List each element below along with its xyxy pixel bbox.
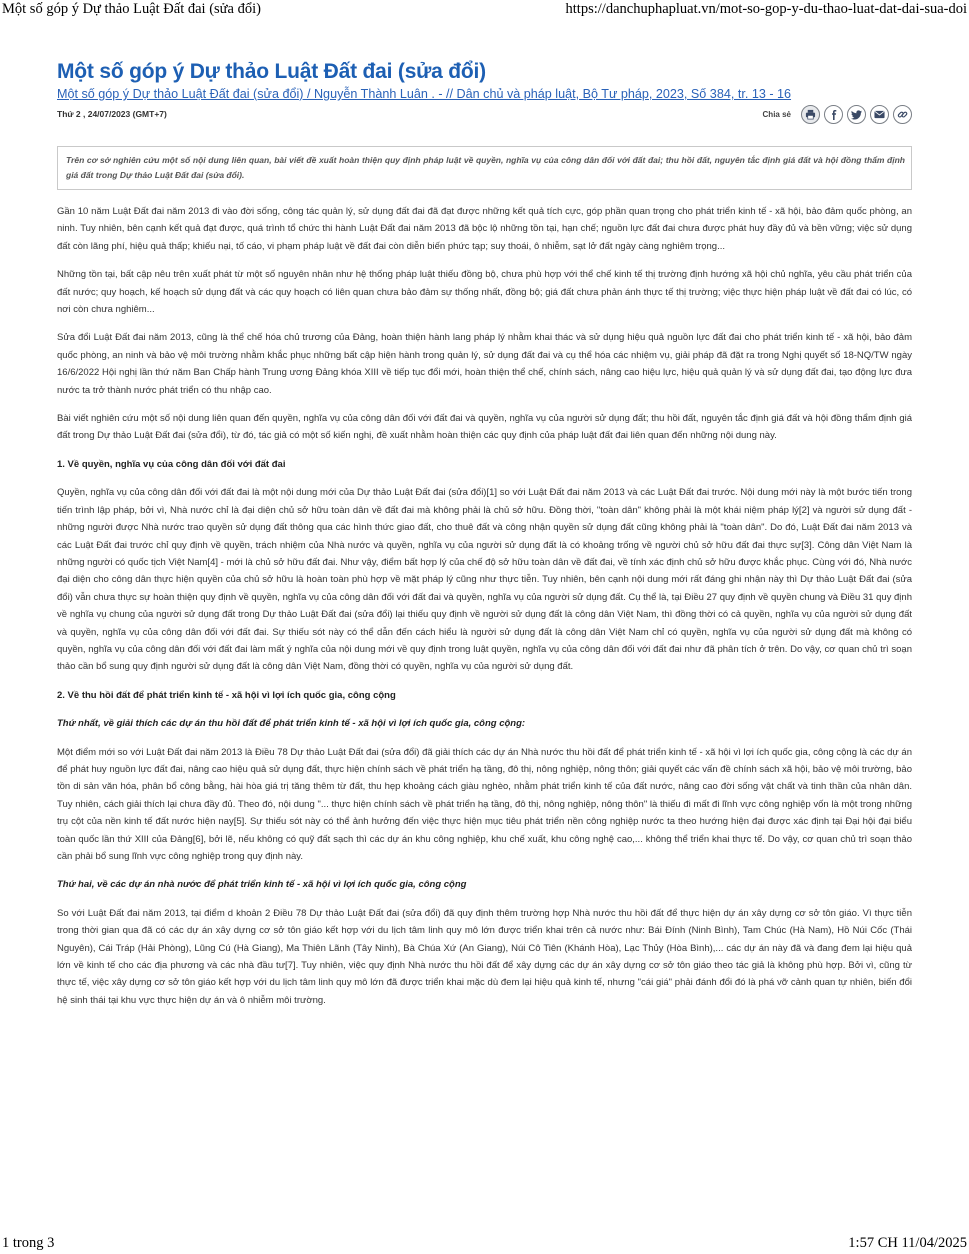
body-paragraph: Gần 10 năm Luật Đất đai năm 2013 đi vào đời sống, công tác quản lý, sử dụng đất đai đã đạt được những kết quả tích cực, góp phần quan trọng cho phát triển kinh tế - xã hội, bảo đảm quốc phòng, an ninh. Tuy nhiên, bên cạnh kết quả đạt được, quá trình tổ chức thi hành Luật Đất đai năm 2013 đã bộc lộ những tồn tại, hạn chế; nguồn lực đất đai chưa được phát huy đầy đủ và bền vững; việc sử dụng đất còn lãng phí, hiệu quả thấp; khiếu nại, tố cáo, vi phạm pháp luật về đất đai còn diễn biến phức tạp; suy thoái, ô nhiễm, sạt lở đất ngày càng nghiêm trọng... <box>57 206 912 252</box>
section-2-subheading-2: Thứ hai, về các dự án nhà nước để phát triển kinh tế - xã hội vì lợi ích quốc gia, công cộng <box>57 879 467 891</box>
body-paragraph: So với Luật Đất đai năm 2013, tại điểm d khoản 2 Điều 78 Dự thảo Luật Đất đai (sửa đổi) đã quy định thêm trường hợp Nhà nước thu hồi đất để thực hiện dự án xây dựng cơ sở tôn giáo. Vì thực tiễn trong thời gian qua đã có các dự án xây dựng cơ sở tôn giáo kết hợp với du lịch tâm linh quy mô lớn được triển khai trên cả nước như: Bái Đính (Ninh Bình), Tam Chúc (Hà Nam), Hồ Núi Cốc (Thái Nguyên), Cái Tráp (Hải Phòng), Lũng Cú (Hà Giang), Ma Thiên Lãnh (Tây Ninh), Bà Chúa Xứ (An Giang), Núi Cô Tiên (Khánh Hòa), Lạc Thủy (Hòa Bình),... các dự án này đã và đang đem lại hiệu quả lớn về kinh tế cho các địa phương và các nhà đầu tư[7]. Tuy nhiên, việc quy định Nhà nước thu hồi đất để xây dựng các dự án xây dựng cơ sở tôn giáo theo tác giả là không phù hợp. Bởi vì, cũng từ thực tế, việc xây dựng cơ sở tôn giáo kết hợp với du lịch tâm linh quy mô lớn đã được triển khai mặc dù đem lại hiệu quả kinh tế, nhưng "cái giá" phải đánh đổi đó là phá vỡ cảnh quan tự nhiên, biến đổi hệ sinh thái tại khu vực thực hiện dự án và ô nhiễm môi trường. <box>57 907 912 1006</box>
body-paragraph: Sửa đổi Luật Đất đai năm 2013, cũng là thể chế hóa chủ trương của Đảng, hoàn thiện hành lang pháp lý nhằm khai thác và sử dụng hiệu quả nguồn lực đất đai cho phát triển kinh tế - xã hội, bảo đảm quốc phòng, an ninh và bảo vệ môi trường nhằm khắc phục những bất cập hiện hành trong quản lý, sử dụng đất đai và cụ thể hóa các nhiệm vụ, giải pháp đã đặt ra trong Nghị quyết số 18-NQ/TW ngày 16/6/2022 Hội nghị lần thứ năm Ban Chấp hành Trung ương Đảng khóa XIII về tiếp tục đổi mới, hoàn thiện thể chế, chính sách, nâng cao hiệu lực, hiệu quả quản lý và sử dụng đất đai, tạo động lực đưa nước ta trở thành nước phát triển có thu nhập cao. <box>57 332 912 396</box>
publish-date: Thứ 2 , 24/07/2023 (GMT+7) <box>57 109 167 119</box>
print-header-title: Một số góp ý Dự thảo Luật Đất đai (sửa đổi) <box>2 1 261 17</box>
meta-row <box>57 103 912 129</box>
facebook-icon[interactable] <box>824 105 843 124</box>
body-paragraph: Một điểm mới so với Luật Đất đai năm 2013 là Điều 78 Dự thảo Luật Đất đai (sửa đổi) đã giải thích các dự án Nhà nước thu hồi đất để phát triển kinh tế - xã hội vì lợi ích quốc gia, công cộng là các dự án để phát huy nguồn lực đất đai, nâng cao hiệu quả sử dụng đất, thực hiện chính sách về phát triển hạ tầng, đô thị, nông nghiệp, nông thôn; giải quyết các vấn đề chính sách xã hội, bảo vệ môi trường, bảo tồn di sản văn hóa, phân bổ công bằng, hài hòa giá trị tăng thêm từ đất, thu hẹp khoảng cách giàu nghèo, nhằm phát triển kinh tế của đất nước, nâng cao đời sống vật chất và tinh thần của nhân dân. Tuy nhiên, cách giải thích lại chưa đầy đủ. Theo đó, nội dung "... thực hiện chính sách về phát triển hạ tầng, đô thị, nông nghiệp, nông thôn" là thiếu đi mất đi lĩnh vực công nghiệp vốn là một trong những trụ cột của nền kinh tế đất nước hiện nay[5]. Sự thiếu sót này có thể ảnh hưởng đến việc thực hiện mục tiêu phát triển nền công nghiệp nước ta theo hướng hiện đại được xác định tại Đại hội đại biểu toàn quốc lần thứ XIII của Đảng[6], bởi lẽ, nếu không có quỹ đất sạch thì các dự án khu công nghiệp, khu chế xuất, khu công nghệ cao,... không thể triển khai thực tế. Do vậy, cơ quan chủ trì soạn thảo cần phải bổ sung lĩnh vực công nghiệp trong quy định này. <box>57 746 912 862</box>
body-paragraph: Những tồn tại, bất cập nêu trên xuất phát từ một số nguyên nhân như hệ thống pháp luật thiếu đồng bộ, chưa phù hợp với thể chế kinh tế thị trường định hướng xã hội chủ nghĩa, yêu cầu phát triển của đất nước; quy hoạch, kế hoạch sử dụng đất và các quy hoạch có liên quan chưa bảo đảm sự thống nhất, đồng bộ; giá đất chưa phản ánh thực tế thị trường; việc thực hiện pháp luật về đất đai có lúc, có nơi còn chưa nghiêm... <box>57 269 912 316</box>
article-title: Một số góp ý Dự thảo Luật Đất đai (sửa đổi) <box>57 60 486 83</box>
section-1-heading: 1. Về quyền, nghĩa vụ của công dân đối với đất đai <box>57 458 286 470</box>
body-paragraph: Quyền, nghĩa vụ của công dân đối với đất đai là một nội dung mới của Dự thảo Luật Đất đai (sửa đổi)[1] so với Luật Đất đai năm 2013 và các Luật Đất đai trước. Nội dung mới này là một bước tiến trong tiến trình lập pháp, bởi vì, Nhà nước chỉ là đại diện chủ sở hữu toàn dân về đất đai mà không phải là chủ sở hữu. Đồng thời, "toàn dân" không phải là một khái niệm pháp lý[2] và người sử dụng đất - những người được Nhà nước trao quyền sử dụng đất thông qua các hình thức giao đất, cho thuê đất và công nhận quyền sử dụng đất cũng không phải là "toàn dân". Do đó, Luật Đất đai năm 2013 và các Luật Đất đai trước chỉ quy định về quyền, trách nhiệm của Nhà nước và quyền, nghĩa vụ của người sử dụng đất là có khoảng trống về người chủ sở hữu đất đai thực sự[3]. Công dân Việt Nam là những người có quốc tịch Việt Nam[4] - mới là chủ sở hữu đất đai. Như vậy, điểm bất hợp lý của chế độ sở hữu toàn dân về đất đai, về tính xác định chủ sở hữu được khắc phục. Cùng với đó, Nhà nước đại diện cho công dân thực hiện quyền của chủ sở hữu là hoàn toàn phù hợp về mặt pháp lý cũng như thực tiễn. Tuy nhiên, bên cạnh nội dung mới rất đáng ghi nhận này thì Dự thảo Luật Đất đai (sửa đổi) vẫn chưa thực sự hoàn thiện quy định về quyền, nghĩa vụ của công dân đối với đất đai và quyền, nghĩa vụ của người sử dụng đất. Cụ thể là, tại Điều 27 quy định về quyền chung và Điều 31 quy định về nghĩa vụ chung của người sử dụng đất trong Dự thảo Luật Đất đai (sửa đổi) lại thiếu quy định về người sử dụng đất là công dân Việt Nam, thì đồng thời có cả quyền, nghĩa vụ của người sử dụng đất và quyền, nghĩa vụ của công dân đối với đất đai. Sự thiếu sót này có thể dẫn đến cách hiểu là người sử dụng đất là công dân Việt Nam chỉ có quyền, nghĩa vụ của người sử dụng đất mà không có quyền, nghĩa vụ của công dân đối với đất đai làm mất ý nghĩa của nội dung mới về quy định trong luật quyền, nghĩa vụ của công dân đối với đất đai như đã phân tích ở trên. Do vậy, cơ quan chủ trì soạn thảo cần bổ sung quy định người sử dụng đất là công dân Việt Nam, đồng thời có quyền, nghĩa vụ của người sử dụng đất. <box>57 487 912 673</box>
print-timestamp: 1:57 CH 11/04/2025 <box>848 1235 967 1251</box>
page-counter: 1 trong 3 <box>2 1235 55 1251</box>
print-header-url[interactable]: https://danchuphapluat.vn/mot-so-gop-y-du-thao-luat-dat-dai-sua-doi <box>565 1 967 17</box>
email-icon[interactable] <box>870 105 889 124</box>
article-body <box>57 203 912 1009</box>
body-paragraph: Bài viết nghiên cứu một số nội dung liên quan đến quyền, nghĩa vụ của công dân đối với đất đai và quyền, nghĩa vụ của người sử dụng đất; thu hồi đất, nguyên tắc định giá đất và hội đồng thẩm định giá đất trong Dự thảo Luật Đất đai (sửa đổi), từ đó, tác giả có một số kiến nghị, đề xuất nhằm hoàn thiện các quy định của pháp luật đất đai liên quan đến những nội dung này. <box>57 413 912 442</box>
print-icon[interactable] <box>801 105 820 124</box>
print-header <box>0 0 969 20</box>
section-2-heading: 2. Về thu hồi đất để phát triển kinh tế - xã hội vì lợi ích quốc gia, công cộng <box>57 689 396 701</box>
section-2-subheading-1: Thứ nhất, về giải thích các dự án thu hồi đất để phát triển kinh tế - xã hội vì lợi ích quốc gia, công cộng: <box>57 718 526 730</box>
article-citation[interactable]: Một số góp ý Dự thảo Luật Đất đai (sửa đổi) / Nguyễn Thành Luân . - // Dân chủ và pháp luật, Bộ Tư pháp, 2023, Số 384, tr. 13 - 16 <box>57 87 792 101</box>
article <box>57 58 912 1020</box>
print-footer <box>0 1232 969 1254</box>
share-label: Chia sẻ <box>762 110 791 119</box>
link-icon[interactable] <box>893 105 912 124</box>
share-bar <box>763 105 912 124</box>
twitter-icon[interactable] <box>847 105 866 124</box>
article-abstract: Trên cơ sở nghiên cứu một số nội dung liên quan, bài viết đề xuất hoàn thiện quy định pháp luật về quyền, nghĩa vụ của công dân đối với đất đai; thu hồi đất, nguyên tắc định giá đất và hội đồng thẩm định giá đất trong Dự thảo Luật Đất đai (sửa đổi). <box>57 146 912 190</box>
